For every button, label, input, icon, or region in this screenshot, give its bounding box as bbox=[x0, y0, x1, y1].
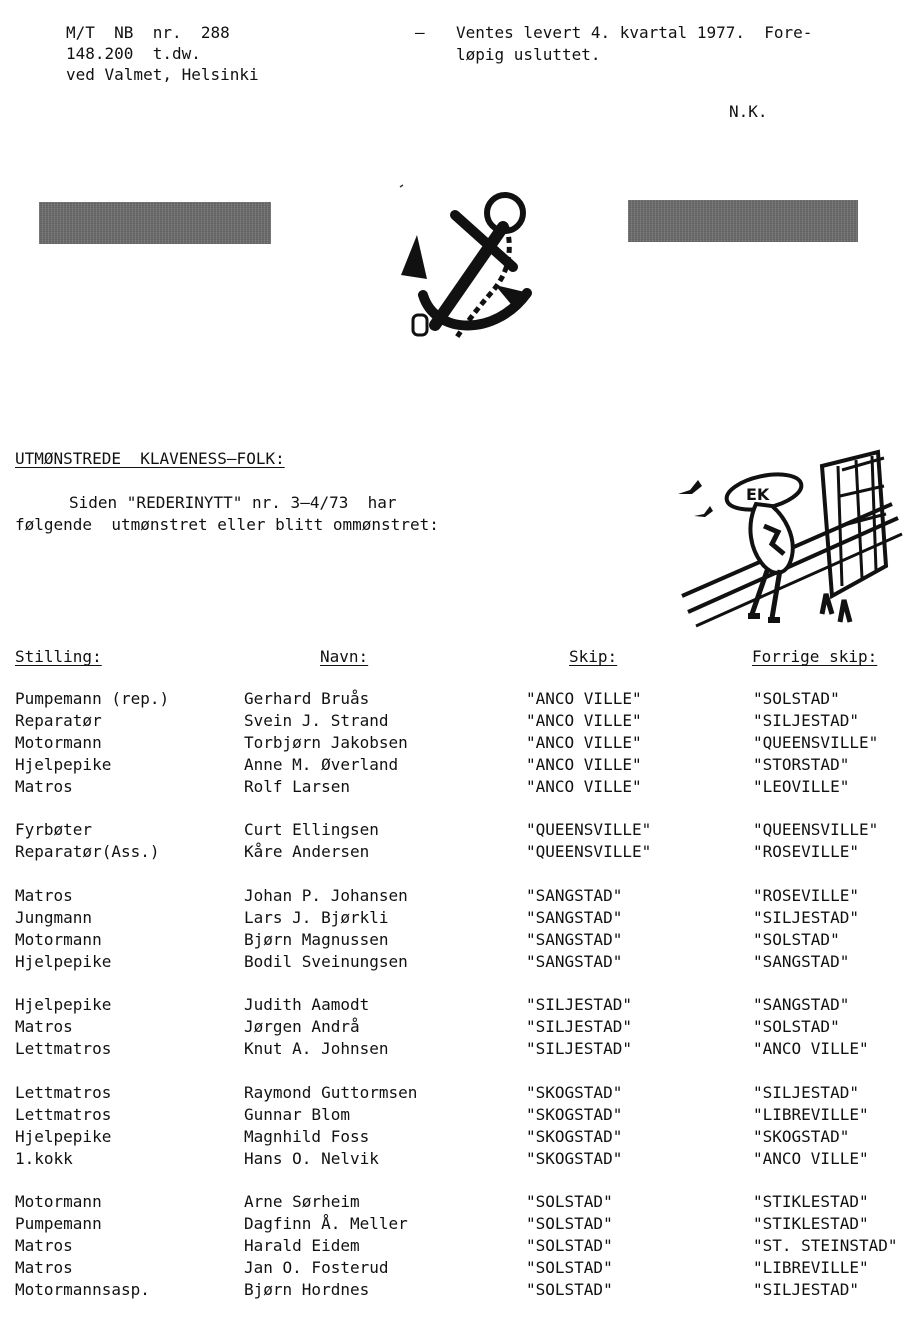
crew-position: Fyrbøter bbox=[15, 820, 93, 840]
crew-previous-ship: "ROSEVILLE" bbox=[753, 842, 859, 862]
crew-ship: "SILJESTAD" bbox=[526, 1017, 632, 1037]
crew-ship: "SOLSTAD" bbox=[526, 1236, 613, 1256]
crew-name: Gunnar Blom bbox=[244, 1104, 350, 1124]
author-initials: N.K. bbox=[729, 102, 768, 121]
position-column bbox=[15, 688, 169, 1301]
crew-previous-ship: "SILJESTAD" bbox=[753, 1083, 859, 1103]
anchor-illustration bbox=[395, 175, 535, 345]
group-spacer bbox=[15, 1170, 169, 1192]
crew-name: Svein J. Strand bbox=[244, 710, 389, 730]
group-spacer bbox=[753, 973, 898, 995]
crew-ship: "SKOGSTAD" bbox=[526, 1148, 623, 1168]
crew-position: Reparatør bbox=[15, 710, 102, 730]
crew-previous-ship: "ST. STEINSTAD" bbox=[753, 1236, 898, 1256]
header-name: Navn: bbox=[320, 647, 369, 666]
crew-name: Gerhard Bruås bbox=[244, 689, 370, 708]
crew-position: Motormann bbox=[15, 732, 102, 752]
group-spacer bbox=[526, 1170, 651, 1192]
crew-previous-ship: "STIKLESTAD" bbox=[753, 1192, 869, 1212]
group-spacer bbox=[753, 1060, 898, 1082]
crew-name: Lars J. Bjørkli bbox=[244, 907, 389, 927]
crew-name: Curt Ellingsen bbox=[244, 820, 379, 840]
crew-ship: "SILJESTAD" bbox=[526, 995, 632, 1015]
group-spacer bbox=[15, 1060, 169, 1082]
crew-name: Kåre Andersen bbox=[244, 842, 370, 862]
crew-name: Arne Sørheim bbox=[244, 1192, 360, 1212]
crew-position: Matros bbox=[15, 886, 73, 906]
crew-position: Matros bbox=[15, 1236, 73, 1256]
crew-name: Bodil Sveinungsen bbox=[244, 951, 408, 971]
crew-name: Magnhild Foss bbox=[244, 1126, 370, 1146]
intro-line2: følgende utmønstret eller blitt ommønstret: bbox=[15, 515, 439, 534]
crew-previous-ship: "SANGSTAD" bbox=[753, 995, 850, 1015]
crew-previous-ship: "STORSTAD" bbox=[753, 754, 850, 774]
previous-ship-column bbox=[753, 688, 898, 1301]
delivery-note-line2: løpig usluttet. bbox=[456, 45, 601, 64]
crew-ship: "QUEENSVILLE" bbox=[526, 820, 652, 840]
crew-position: Lettmatros bbox=[15, 1083, 112, 1103]
crew-previous-ship: "STIKLESTAD" bbox=[753, 1214, 869, 1234]
crew-previous-ship: "SILJESTAD" bbox=[753, 710, 859, 730]
crew-name: Bjørn Magnussen bbox=[244, 929, 389, 949]
group-spacer bbox=[15, 863, 169, 885]
group-spacer bbox=[244, 973, 417, 995]
crew-name: Knut A. Johnsen bbox=[244, 1039, 389, 1059]
crew-name: Raymond Guttormsen bbox=[244, 1083, 418, 1103]
crew-ship: "SOLSTAD" bbox=[526, 1214, 613, 1234]
crew-name: Rolf Larsen bbox=[244, 776, 350, 796]
group-spacer bbox=[753, 863, 898, 885]
crew-name: Hans O. Nelvik bbox=[244, 1148, 379, 1168]
crew-ship: "SOLSTAD" bbox=[526, 1258, 613, 1278]
header-ship: Skip: bbox=[569, 647, 618, 666]
crew-position: Hjelpepike bbox=[15, 995, 112, 1015]
crew-name: Dagfinn Å. Meller bbox=[244, 1214, 408, 1234]
crew-previous-ship: "LEOVILLE" bbox=[753, 776, 850, 796]
header-previous-ship: Forrige skip: bbox=[752, 647, 878, 666]
crew-position: Hjelpepike bbox=[15, 951, 112, 971]
crew-name: Jan O. Fosterud bbox=[244, 1258, 389, 1278]
crew-previous-ship: "SOLSTAD" bbox=[753, 1017, 840, 1037]
section-title: UTMØNSTREDE KLAVENESS–FOLK: bbox=[15, 449, 285, 468]
crew-previous-ship: "SKOGSTAD" bbox=[753, 1126, 850, 1146]
crew-position: 1.kokk bbox=[15, 1148, 73, 1168]
crew-ship: "SKOGSTAD" bbox=[526, 1083, 623, 1103]
group-spacer bbox=[244, 863, 417, 885]
group-spacer bbox=[15, 973, 169, 995]
crew-position: Matros bbox=[15, 776, 73, 796]
vessel-id-line: M/T NB nr. 288 bbox=[66, 23, 230, 42]
crew-name: Johan P. Johansen bbox=[244, 886, 408, 906]
crew-previous-ship: "ANCO VILLE" bbox=[753, 1148, 869, 1168]
crew-ship: "ANCO VILLE" bbox=[526, 689, 642, 708]
crew-previous-ship: "QUEENSVILLE" bbox=[753, 820, 879, 840]
crew-position: Lettmatros bbox=[15, 1104, 112, 1124]
crew-position: Pumpemann (rep.) bbox=[15, 689, 170, 708]
delivery-note-line1: Ventes levert 4. kvartal 1977. Fore- bbox=[456, 23, 813, 42]
crew-position: Hjelpepike bbox=[15, 754, 112, 774]
vessel-tonnage-line: 148.200 t.dw. bbox=[66, 44, 201, 63]
crew-name: Harald Eidem bbox=[244, 1236, 360, 1256]
crew-ship: "SANGSTAD" bbox=[526, 907, 623, 927]
crew-position: Motormannsasp. bbox=[15, 1280, 150, 1300]
header-dash: – bbox=[415, 23, 425, 42]
crew-ship: "ANCO VILLE" bbox=[526, 754, 642, 774]
crew-position: Lettmatros bbox=[15, 1039, 112, 1059]
name-column bbox=[244, 688, 417, 1301]
crew-ship: "SANGSTAD" bbox=[526, 929, 623, 949]
group-spacer bbox=[244, 797, 417, 819]
ship-column bbox=[526, 688, 651, 1301]
crew-position: Matros bbox=[15, 1017, 73, 1037]
crew-position: Pumpemann bbox=[15, 1214, 102, 1234]
crew-previous-ship: "ANCO VILLE" bbox=[753, 1039, 869, 1059]
crew-previous-ship: "SOLSTAD" bbox=[753, 929, 840, 949]
crew-ship: "SKOGSTAD" bbox=[526, 1126, 623, 1146]
sailor-bag-letters: EK bbox=[746, 485, 770, 504]
group-spacer bbox=[15, 797, 169, 819]
crew-position: Motormann bbox=[15, 929, 102, 949]
group-spacer bbox=[526, 863, 651, 885]
crew-previous-ship: "SANGSTAD" bbox=[753, 951, 850, 971]
crew-name: Bjørn Hordnes bbox=[244, 1280, 370, 1300]
left-grey-bar bbox=[39, 202, 271, 244]
crew-previous-ship: "SILJESTAD" bbox=[753, 1280, 859, 1300]
crew-position: Hjelpepike bbox=[15, 1126, 112, 1146]
crew-ship: "SKOGSTAD" bbox=[526, 1104, 623, 1124]
crew-previous-ship: "LIBREVILLE" bbox=[753, 1104, 869, 1124]
group-spacer bbox=[526, 1060, 651, 1082]
vessel-yard-line: ved Valmet, Helsinki bbox=[66, 65, 259, 84]
crew-previous-ship: "SILJESTAD" bbox=[753, 907, 859, 927]
crew-ship: "ANCO VILLE" bbox=[526, 732, 642, 752]
sailor-illustration bbox=[672, 446, 912, 646]
crew-ship: "ANCO VILLE" bbox=[526, 710, 642, 730]
header-position: Stilling: bbox=[15, 647, 102, 666]
crew-name: Anne M. Øverland bbox=[244, 754, 399, 774]
crew-name: Jørgen Andrå bbox=[244, 1017, 360, 1037]
crew-ship: "SOLSTAD" bbox=[526, 1192, 613, 1212]
crew-previous-ship: "QUEENSVILLE" bbox=[753, 732, 879, 752]
crew-previous-ship: "ROSEVILLE" bbox=[753, 886, 859, 906]
crew-position: Motormann bbox=[15, 1192, 102, 1212]
intro-line1: Siden "REDERINYTT" nr. 3–4/73 har bbox=[69, 493, 397, 512]
group-spacer bbox=[526, 973, 651, 995]
crew-name: Torbjørn Jakobsen bbox=[244, 732, 408, 752]
group-spacer bbox=[526, 797, 651, 819]
group-spacer bbox=[244, 1170, 417, 1192]
group-spacer bbox=[244, 1060, 417, 1082]
crew-position: Matros bbox=[15, 1258, 73, 1278]
crew-ship: "QUEENSVILLE" bbox=[526, 842, 652, 862]
crew-position: Reparatør(Ass.) bbox=[15, 842, 160, 862]
crew-ship: "SILJESTAD" bbox=[526, 1039, 632, 1059]
crew-previous-ship: "SOLSTAD" bbox=[753, 689, 840, 708]
crew-ship: "SANGSTAD" bbox=[526, 886, 623, 906]
group-spacer bbox=[753, 1170, 898, 1192]
group-spacer bbox=[753, 797, 898, 819]
crew-ship: "SANGSTAD" bbox=[526, 951, 623, 971]
right-grey-bar bbox=[628, 200, 858, 242]
crew-ship: "SOLSTAD" bbox=[526, 1280, 613, 1300]
crew-ship: "ANCO VILLE" bbox=[526, 776, 642, 796]
crew-previous-ship: "LIBREVILLE" bbox=[753, 1258, 869, 1278]
crew-name: Judith Aamodt bbox=[244, 995, 370, 1015]
crew-position: Jungmann bbox=[15, 907, 93, 927]
